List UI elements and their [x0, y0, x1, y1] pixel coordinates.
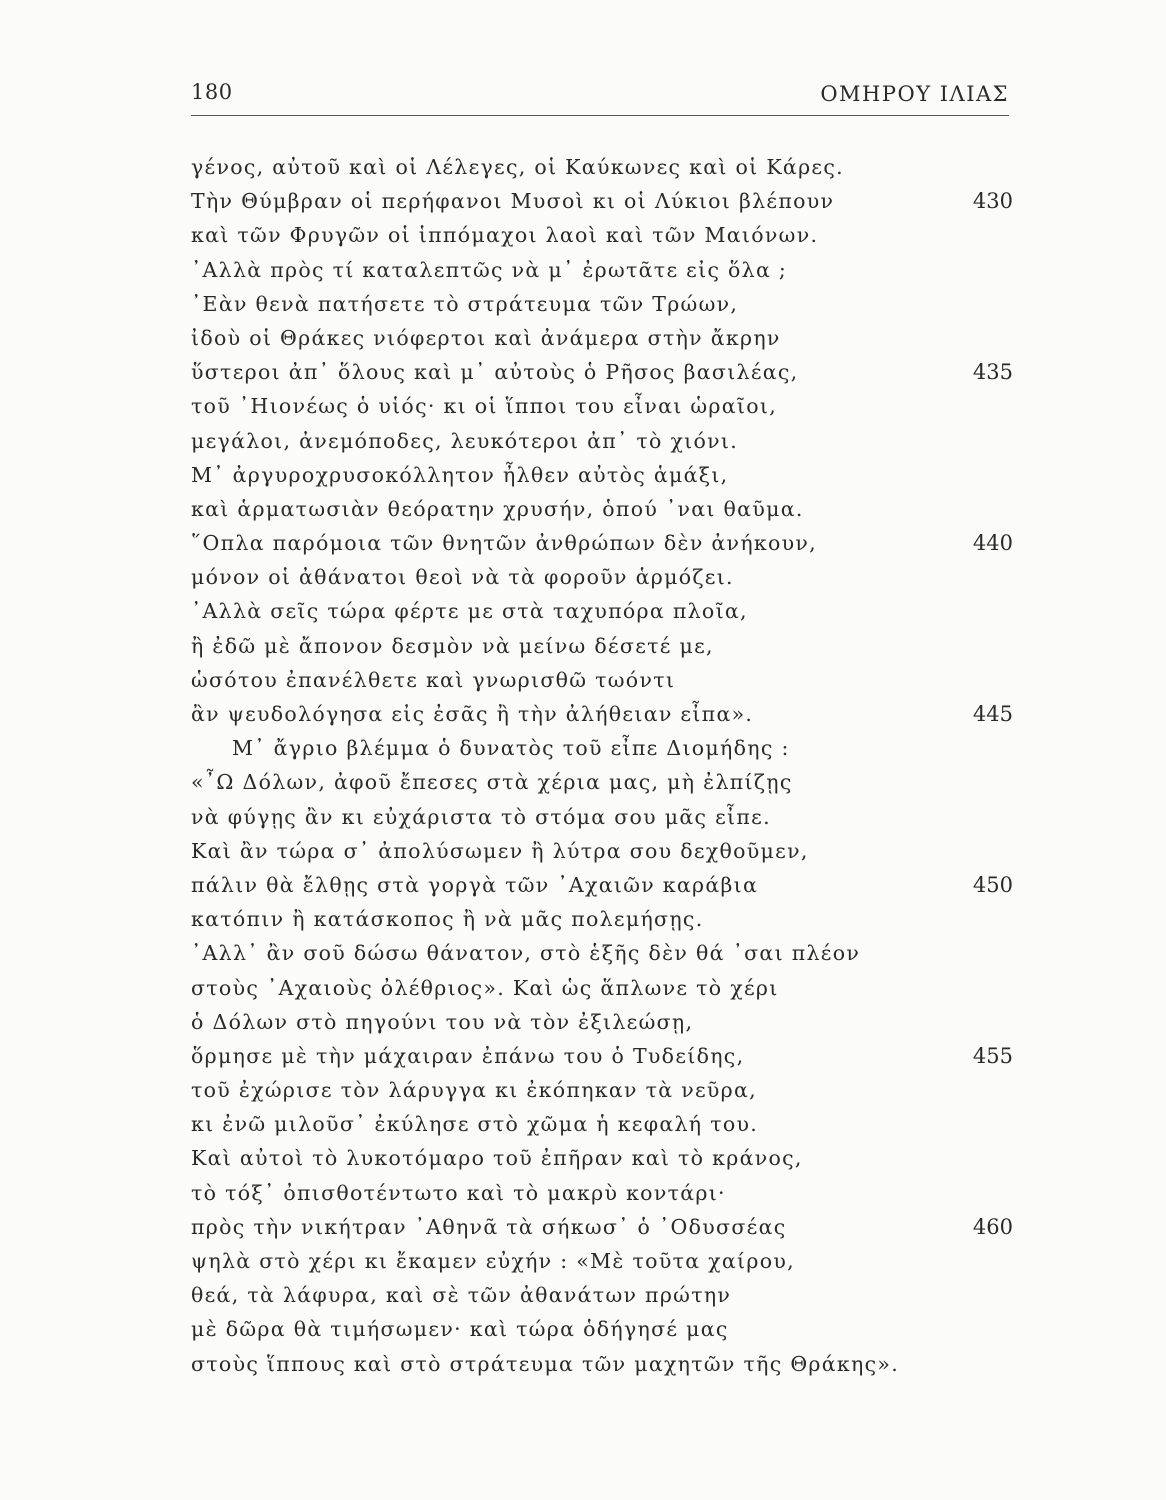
- verse-text: μὲ δῶρα θὰ τιμήσωμεν· καὶ τώρα ὁδήγησέ μας: [191, 1317, 729, 1342]
- verse-line: [0, 389, 1166, 423]
- verse-line: [0, 765, 1166, 799]
- verse-line: [0, 150, 1166, 184]
- verse-text: στοὺς ᾿Αχαιοὺς ὀλέθριος». Καὶ ὡς ἅπλωνε τὸ χέρι: [191, 975, 779, 1000]
- header-rule: [191, 115, 1009, 116]
- verse-text: ῞Οπλα παρόμοια τῶν θνητῶν ἀνθρώπων δὲν ἀνήκουν,: [191, 531, 818, 556]
- verse-text: Καὶ αὐτοὶ τὸ λυκοτόμαρο τοῦ ἐπῆραν καὶ τὸ κράνος,: [191, 1146, 803, 1171]
- verse-text: μεγάλοι, ἀνεμόποδες, λευκότεροι ἀπ᾿ τὸ χιόνι.: [191, 428, 739, 453]
- verse-text: ᾿Εὰν θενὰ πατήσετε τὸ στράτευμα τῶν Τρώων,: [191, 291, 739, 316]
- verse-text: ἂν ψευδολόγησα εἰς ἐσᾶς ἢ τὴν ἀλήθειαν εἶπα».: [191, 702, 754, 726]
- poem-text: [0, 150, 1166, 1381]
- line-number: 460: [972, 1214, 1013, 1239]
- verse-text: τὸ τόξ᾿ ὀπισθοτέντωτο καὶ τὸ μακρὺ κοντάρι·: [191, 1180, 726, 1205]
- verse-line: [0, 492, 1166, 526]
- verse-text: ᾿Αλλ᾿ ἂν σοῦ δώσω θάνατον, στὸ ἑξῆς δὲν θά ᾿σαι πλέον: [191, 941, 861, 966]
- verse-line: [0, 834, 1166, 868]
- verse-text: κατόπιν ἢ κατάσκοπος ἢ νὰ μᾶς πολεμήσῃς.: [191, 907, 704, 932]
- verse-text: κι ἐνῶ μιλοῦσ᾿ ἐκύλησε στὸ χῶμα ἡ κεφαλή του.: [191, 1112, 759, 1137]
- verse-line: [0, 253, 1166, 287]
- verse-text: ᾿Αλλὰ σεῖς τώρα φέρτε με στὰ ταχυπόρα πλοῖα,: [191, 599, 748, 624]
- verse-line: [0, 1312, 1166, 1346]
- page-number: 180: [191, 80, 233, 104]
- verse-line: [0, 800, 1166, 834]
- verse-text: θεά, τὰ λάφυρα, καὶ σὲ τῶν ἀθανάτων πρώτην: [191, 1283, 732, 1308]
- verse-line: [0, 1073, 1166, 1107]
- verse-text: τοῦ ᾿Ηιονέως ὁ υἱός· κι οἱ ἵπποι του εἶναι ὡραῖοι,: [191, 394, 778, 419]
- line-number: 450: [972, 872, 1013, 897]
- verse-line: [0, 1107, 1166, 1141]
- verse-line: [0, 663, 1166, 697]
- verse-line: [0, 1005, 1166, 1039]
- verse-text: Μ᾿ ἄγριο βλέμμα ὁ δυνατὸς τοῦ εἶπε Διομήδης :: [232, 736, 790, 761]
- verse-line: [0, 287, 1166, 321]
- line-number: 435: [972, 360, 1013, 385]
- verse-line: [0, 355, 1166, 389]
- verse-line: [0, 971, 1166, 1005]
- verse-text: «῏Ω Δόλων, ἀφοῦ ἔπεσες στὰ χέρια μας, μὴ ἐλπίζῃς: [191, 770, 793, 795]
- verse-text: ἢ ἐδῶ μὲ ἄπονον δεσμὸν νὰ μείνω δέσετέ με,: [191, 633, 714, 658]
- line-number: 455: [972, 1043, 1013, 1068]
- verse-line: [0, 1176, 1166, 1210]
- verse-text: ὅρμησε μὲ τὴν μάχαιραν ἐπάνω του ὁ Τυδείδης,: [191, 1043, 745, 1068]
- verse-line: [0, 1244, 1166, 1278]
- verse-text: γένος, αὐτοῦ καὶ οἱ Λέλεγες, οἱ Καύκωνες καὶ οἱ Κάρες.: [191, 155, 844, 179]
- verse-text: τοῦ ἐχώρισε τὸν λάρυγγα κι ἐκόπηκαν τὰ νεῦρα,: [191, 1078, 757, 1103]
- verse-text: ψηλὰ στὸ χέρι κι ἔκαμεν εὐχήν : «Μὲ τοῦτα χαίρου,: [191, 1249, 795, 1273]
- verse-line: [0, 697, 1166, 731]
- verse-line: [0, 731, 1166, 765]
- verse-line: [0, 1347, 1166, 1381]
- verse-line: [0, 1039, 1166, 1073]
- verse-text: ὡσότου ἐπανέλθετε καὶ γνωρισθῶ τωόντι: [191, 667, 676, 692]
- verse-text: ὁ Δόλων στὸ πηγούνι του νὰ τὸν ἐξιλεώσῃ,: [191, 1009, 694, 1034]
- line-number: 445: [972, 702, 1013, 726]
- verse-text: Τὴν Θύμβραν οἱ περήφανοι Μυσοὶ κι οἱ Λύκιοι βλέπουν: [191, 189, 835, 214]
- line-number: 440: [972, 531, 1013, 556]
- verse-text: στοὺς ἵππους καὶ στὸ στράτευμα τῶν μαχητῶν τῆς Θράκης».: [191, 1351, 900, 1376]
- verse-line: [0, 526, 1166, 560]
- verse-text: πρὸς τὴν νικήτραν ᾿Αθηνᾶ τὰ σήκωσ᾿ ὁ ᾿Οδυσσέας: [191, 1214, 787, 1239]
- verse-text: νὰ φύγῃς ἂν κι εὐχάριστα τὸ στόμα σου μᾶς εἶπε.: [191, 804, 771, 829]
- verse-text: μόνον οἱ ἀθάνατοι θεοὶ νὰ τὰ φοροῦν ἁρμόζει.: [191, 565, 734, 590]
- verse-text: Μ᾿ ἀργυροχρυσοκόλλητον ἦλθεν αὐτὸς ἁμάξι,: [191, 462, 729, 487]
- running-title: ΟΜΗΡΟΥ ΙΛΙΑΣ: [820, 82, 1009, 106]
- verse-text: ἰδοὺ οἱ Θράκες νιόφερτοι καὶ ἀνάμερα στὴν ἄκρην: [191, 325, 781, 350]
- verse-line: [0, 902, 1166, 936]
- verse-line: [0, 218, 1166, 252]
- verse-text: πάλιν θὰ ἔλθῃς στὰ γοργὰ τῶν ᾿Αχαιῶν καράβια: [191, 872, 759, 897]
- verse-line: [0, 458, 1166, 492]
- verse-text: καὶ τῶν Φρυγῶν οἱ ἱππόμαχοι λαοὶ καὶ τῶν Μαιόνων.: [191, 223, 819, 248]
- verse-line: [0, 936, 1166, 970]
- verse-line: [0, 1210, 1166, 1244]
- verse-line: [0, 1141, 1166, 1175]
- verse-line: [0, 1278, 1166, 1312]
- verse-text: Καὶ ἂν τώρα σ᾿ ἀπολύσωμεν ἢ λύτρα σου δεχθοῦμεν,: [191, 838, 809, 863]
- verse-line: [0, 321, 1166, 355]
- verse-line: [0, 629, 1166, 663]
- verse-line: [0, 424, 1166, 458]
- verse-text: καὶ ἁρματωσιὰν θεόρατην χρυσήν, ὁπού ᾿ναι θαῦμα.: [191, 496, 804, 521]
- verse-text: ᾿Αλλὰ πρὸς τί καταλεπτῶς νὰ μ᾿ ἐρωτᾶτε εἰς ὅλα ;: [191, 257, 788, 282]
- verse-line: [0, 868, 1166, 902]
- verse-line: [0, 560, 1166, 594]
- verse-text: ὕστεροι ἀπ᾿ ὅλους καὶ μ᾿ αὐτοὺς ὁ Ρῆσος βασιλέας,: [191, 360, 799, 385]
- line-number: 430: [972, 189, 1013, 214]
- verse-line: [0, 594, 1166, 628]
- verse-line: [0, 184, 1166, 218]
